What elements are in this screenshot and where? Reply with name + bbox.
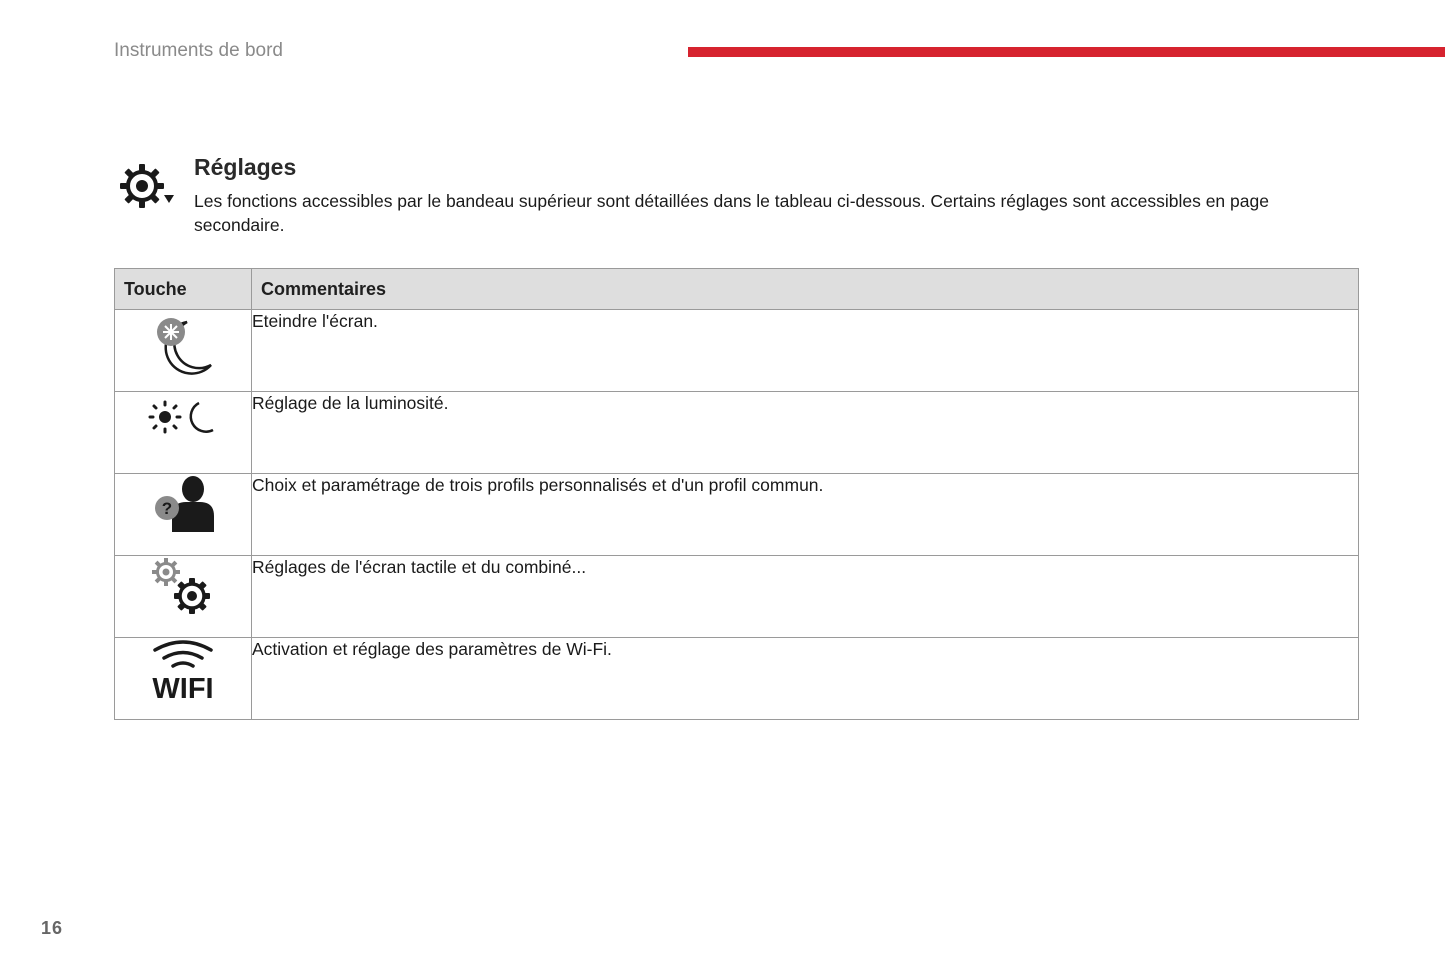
comment-cell: Activation et réglage des paramètres de Wi-Fi. (252, 638, 1359, 720)
comment-cell: Choix et paramétrage de trois profils personnalisés et d'un profil commun. (252, 474, 1359, 556)
comment-cell: Eteindre l'écran. (252, 310, 1359, 392)
wifi-icon (143, 638, 223, 702)
column-header-commentaires: Commentaires (252, 269, 1359, 310)
settings-gear-dropdown-icon (118, 162, 178, 212)
icon-cell (115, 392, 252, 474)
double-gear-icon (143, 556, 223, 616)
header-accent-bar (688, 47, 1445, 57)
icon-cell (115, 556, 252, 638)
comment-cell: Réglages de l'écran tactile et du combiné... (252, 556, 1359, 638)
table-row (115, 310, 1359, 392)
icon-cell (115, 638, 252, 720)
section-description: Les fonctions accessibles par le bandeau supérieur sont détaillées dans le tableau ci-dessous. Certains réglages sont accessibles en page secondaire. (194, 191, 1269, 235)
icon-cell (115, 310, 252, 392)
svg-text:?: ? (161, 499, 173, 518)
brightness-sun-moon-icon (143, 392, 223, 442)
column-header-touche: Touche (115, 269, 252, 310)
user-profile-icon (143, 474, 223, 534)
page-header-title: Instruments de bord (114, 40, 283, 61)
svg-text:WIFI: WIFI (152, 673, 214, 702)
section-title: Réglages (194, 154, 297, 180)
table-row (115, 474, 1359, 556)
table-row (115, 556, 1359, 638)
comment-cell: Réglage de la luminosité. (252, 392, 1359, 474)
table-header-row (115, 269, 1359, 310)
icon-cell (115, 474, 252, 556)
settings-table (114, 268, 1359, 720)
page-number: 16 (41, 918, 64, 938)
table-row (115, 638, 1359, 720)
screen-off-moon-icon (143, 310, 223, 380)
table-row (115, 392, 1359, 474)
